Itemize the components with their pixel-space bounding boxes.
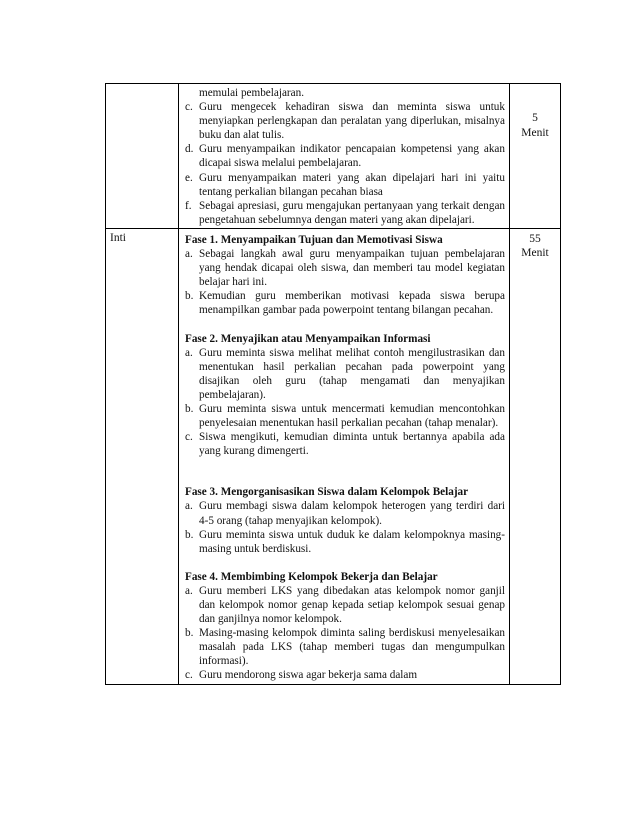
- item-marker: a.: [185, 500, 193, 513]
- time-cell: [510, 228, 561, 684]
- item-marker: a.: [185, 584, 193, 597]
- time-value: 5: [532, 112, 538, 124]
- item-text: Masing-masing kelompok diminta saling berdiskusi menyelesaikan masalah pada LKS (tahap memberi tugas dan mengumpulkan informasi).: [199, 627, 505, 668]
- list-item: [185, 171, 505, 199]
- table-row-pendahuluan: [106, 84, 561, 229]
- activity-cell: [179, 84, 510, 229]
- activity-list: [179, 229, 509, 684]
- list-item: [185, 402, 505, 430]
- stage-cell: [106, 228, 179, 684]
- list-item: [185, 247, 505, 289]
- list-item: [185, 430, 505, 458]
- item-marker: c.: [185, 669, 193, 682]
- table-row-inti: [106, 228, 561, 684]
- lesson-plan-table: [105, 83, 561, 685]
- phase-title: Fase 4. Membimbing Kelompok Bekerja dan Belajar: [185, 570, 438, 583]
- item-marker: c.: [185, 101, 193, 114]
- time-unit: Menit: [521, 126, 549, 139]
- item-text: Guru menyampaikan materi yang akan dipelajari hari ini yaitu tentang perkalian bilangan pecahan biasa: [199, 171, 505, 198]
- list-item: [185, 528, 505, 556]
- list-item: [185, 584, 505, 626]
- continued-text: memulai pembelajaran.: [199, 87, 304, 99]
- item-marker: c.: [185, 431, 193, 444]
- item-marker: b.: [185, 528, 194, 541]
- stage-label: [106, 84, 178, 90]
- item-text: Kemudian guru memberikan motivasi kepada siswa berupa menampilkan gambar pada powerpoint tentang bilangan pecahan.: [199, 290, 505, 317]
- list-item: [185, 668, 505, 682]
- list-item: [185, 100, 505, 142]
- item-text: Guru menyampaikan indikator pencapaian kompetensi yang akan dicapai siswa melalui pembelajaran.: [199, 143, 505, 170]
- item-text: Guru memberi LKS yang dibedakan atas kelompok nomor ganjil dan kelompok nomor genap kepada setiap kelompok sesuai genap dan ganjilnya nomor kelompok.: [199, 584, 505, 626]
- item-marker: d.: [185, 143, 194, 156]
- item-text: Sebagai langkah awal guru menyampaikan tujuan pembelajaran yang hendak dicapai oleh siswa, dan memberi tau model kegiatan belajar hari ini.: [199, 248, 505, 289]
- activity-cell: [179, 228, 510, 684]
- item-marker: a.: [185, 346, 193, 359]
- time-value: 55: [529, 232, 541, 245]
- list-item: [185, 499, 505, 527]
- item-text: Siswa mengikuti, kemudian diminta untuk bertannya apabila ada yang kurang dimengerti.: [199, 431, 505, 458]
- list-item: [185, 142, 505, 170]
- time-cell: [510, 84, 561, 229]
- time-unit: Menit: [521, 247, 549, 260]
- activity-list: [179, 84, 509, 228]
- item-marker: b.: [185, 627, 194, 640]
- list-item: [185, 626, 505, 668]
- list-item: [185, 346, 505, 402]
- item-marker: b.: [185, 290, 194, 303]
- phase-title: Fase 1. Menyampaikan Tujuan dan Memotivasi Siswa: [185, 233, 443, 246]
- item-text: Guru meminta siswa untuk duduk ke dalam kelompoknya masing-masing untuk berdiskusi.: [199, 528, 505, 555]
- phase-title: Fase 3. Mengorganisasikan Siswa dalam Kelompok Belajar: [185, 486, 469, 499]
- stage-cell: [106, 84, 179, 229]
- item-marker: a.: [185, 248, 193, 261]
- item-text: Guru meminta siswa melihat melihat contoh mengilustrasikan dan menentukan hasil perkalian pecahan pada powerpoint yang disajikan oleh guru (tahap mengamati dan menyajikan pembelajaran).: [199, 346, 505, 401]
- stage-label: Inti: [110, 231, 126, 244]
- item-text: Sebagai apresiasi, guru mengajukan pertanyaan yang terkait dengan pengetahuan sebelumnya dengan materi yang akan dipelajari.: [199, 199, 505, 226]
- item-text: Guru membagi siswa dalam kelompok heterogen yang terdiri dari 4-5 orang (tahap menyajikan kelompok).: [199, 500, 505, 527]
- item-text: Guru mendorong siswa agar bekerja sama dalam: [199, 669, 418, 682]
- list-item: [185, 199, 505, 227]
- list-item: [185, 289, 505, 317]
- item-text: Guru meminta siswa untuk mencermati kemudian mencontohkan penyelesaian menentukan hasil perkalian pecahan (tahap menalar).: [199, 402, 505, 430]
- item-marker: e.: [185, 171, 193, 184]
- item-text: Guru mengecek kehadiran siswa dan meminta siswa untuk menyiapkan perlengkapan dan peralatan yang diperlukan, misalnya buku dan alat tulis.: [199, 101, 505, 142]
- item-marker: f.: [185, 199, 192, 212]
- item-marker: b.: [185, 402, 194, 415]
- phase-title: Fase 2. Menyajikan atau Menyampaikan Informasi: [185, 332, 431, 345]
